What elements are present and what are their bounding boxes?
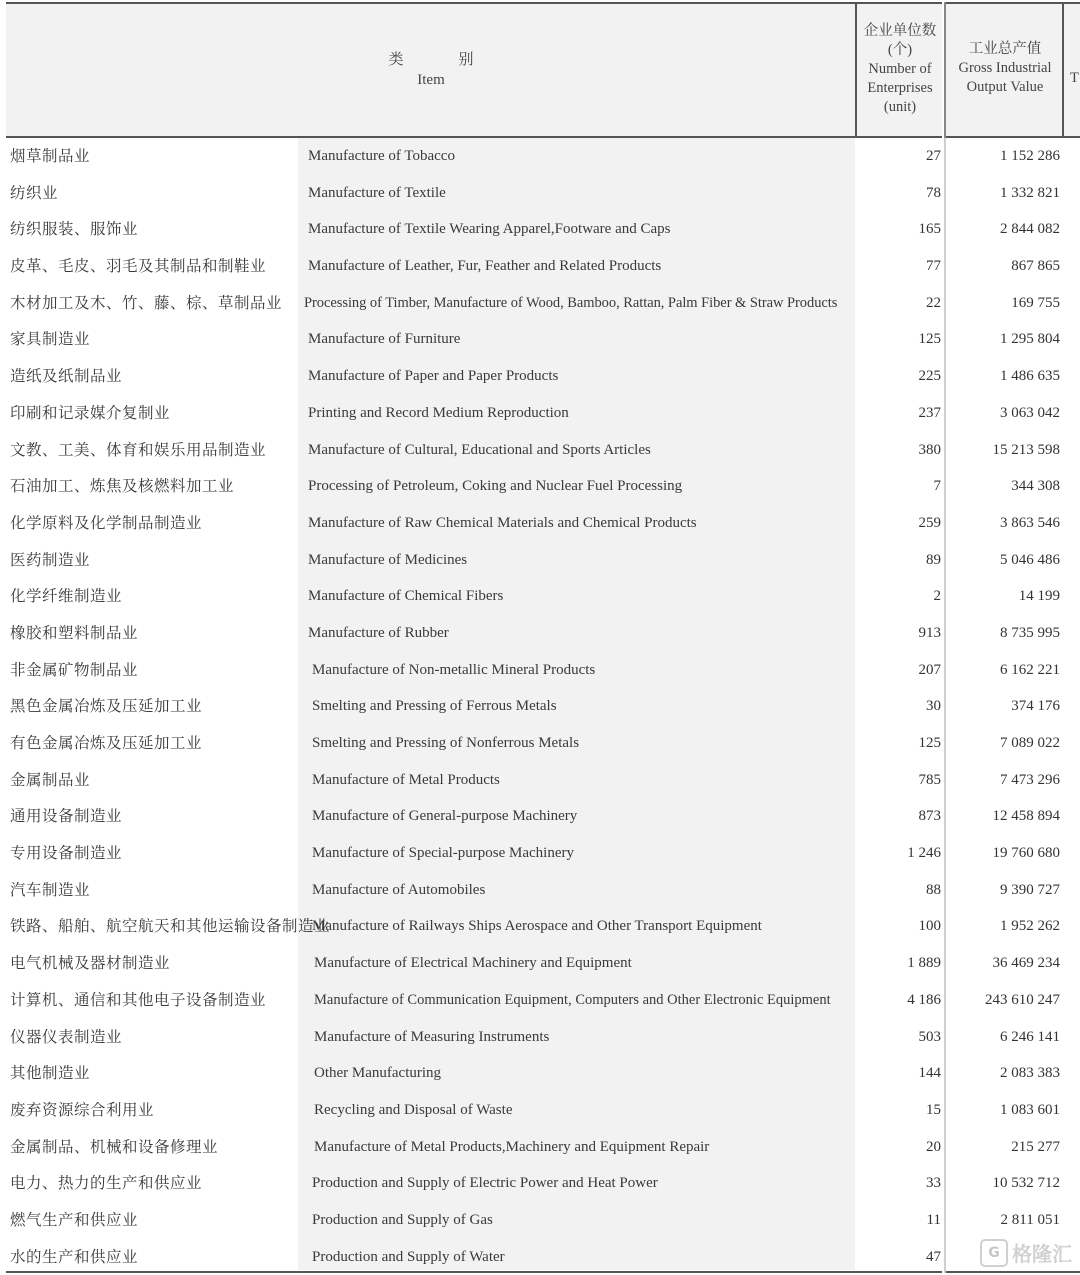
row-item-en: Manufacture of Furniture [308,331,461,348]
row-item-en: Manufacture of Measuring Instruments [314,1028,550,1045]
row-enterprises: 237 [918,404,941,421]
row-enterprises: 11 [926,1211,941,1228]
row-output: 36 469 234 [992,955,1060,972]
row-output: 3 063 042 [1000,404,1060,421]
row-enterprises: 77 [926,258,941,275]
table-row [0,1239,1080,1275]
table-row [0,358,1080,395]
table-row [0,248,1080,285]
row-item-en: Manufacture of Medicines [308,551,468,568]
row-item-zh: 印刷和记录媒介复制业 [10,403,171,422]
enterprises-header-en-1: Number of [868,61,932,77]
row-enterprises: 503 [918,1028,941,1045]
row-item-zh: 黑色金属冶炼及压延加工业 [10,697,203,716]
row-output: 5 046 486 [1000,551,1060,568]
row-output: 12 458 894 [992,808,1060,825]
output-header-zh: 工业总产值 [968,41,1042,57]
row-item-zh: 电气机械及器材制造业 [10,954,171,973]
row-enterprises: 27 [926,148,941,164]
row-item-zh: 纺织业 [10,183,59,202]
row-item-zh: 造纸及纸制品业 [10,367,123,386]
row-item-en: Manufacture of Tobacco [308,148,455,164]
table-row [0,578,1080,615]
row-output: 169 755 [1011,294,1060,311]
table-row [0,798,1080,835]
enterprises-header-en-3: (unit) [883,99,917,115]
row-item-en: Manufacture of Automobiles [312,881,486,898]
row-item-zh: 汽车制造业 [10,880,91,899]
table-row [0,542,1080,579]
table-row [0,652,1080,689]
row-enterprises: 1 246 [907,845,941,862]
row-item-en: Manufacture of Paper and Paper Products [308,368,559,385]
table-row [0,395,1080,432]
table-row [0,1129,1080,1166]
row-item-zh: 金属制品、机械和设备修理业 [10,1137,219,1156]
table-row [0,1202,1080,1239]
row-item-en: Production and Supply of Electric Power and Heat Power [312,1175,658,1192]
row-enterprises: 30 [926,698,941,715]
row-enterprises: 225 [918,368,941,385]
row-item-en: Manufacture of Railways Ships Aerospace and Other Transport Equipment [312,918,762,935]
row-enterprises: 89 [926,551,941,568]
row-item-zh: 非金属矿物制品业 [10,660,139,679]
row-item-zh: 通用设备制造业 [10,807,123,826]
row-item-en: Recycling and Disposal of Waste [314,1101,513,1118]
row-item-en: Manufacture of Electrical Machinery and Equipment [314,955,632,972]
row-enterprises: 1 889 [907,955,941,972]
row-item-zh: 电力、热力的生产和供应业 [10,1174,203,1193]
table-row [0,505,1080,542]
row-output: 15 213 598 [992,441,1060,458]
table-row [0,211,1080,248]
row-enterprises: 165 [918,221,941,238]
column-header-output [948,40,1062,97]
top-rule [6,2,942,4]
column-header-next-partial: T [1070,70,1079,86]
row-output: 10 532 712 [992,1175,1060,1192]
row-item-en: Manufacture of Communication Equipment, Computers and Other Electronic Equipment [314,991,831,1008]
header-divider-3 [1062,2,1064,138]
row-item-en: Manufacture of Textile [308,184,446,201]
enterprises-header-zh: 企业单位数 [863,23,937,39]
row-enterprises: 913 [918,624,941,641]
row-output: 19 760 680 [992,845,1060,862]
table-row [0,835,1080,872]
row-item-en: Production and Supply of Gas [312,1211,493,1228]
row-item-en: Manufacture of Non-metallic Mineral Products [312,661,596,678]
table-row [0,1055,1080,1092]
row-item-zh: 有色金属冶炼及压延加工业 [10,734,203,752]
table-row [0,138,1080,175]
row-item-en: Processing of Petroleum, Coking and Nuclear Fuel Processing [308,478,683,495]
row-item-zh: 皮革、毛皮、羽毛及其制品和制鞋业 [10,257,267,276]
table-row [0,982,1080,1019]
row-enterprises: 207 [918,661,941,678]
row-item-en: Manufacture of Cultural, Educational and Sports Articles [308,441,651,458]
table-row [0,432,1080,469]
row-item-en: Manufacture of General-purpose Machinery [312,808,578,825]
row-item-zh: 文教、工美、体育和娱乐用品制造业 [10,440,267,459]
row-enterprises: 20 [926,1138,941,1155]
row-enterprises: 7 [933,478,941,495]
row-item-zh: 计算机、通信和其他电子设备制造业 [10,990,267,1009]
row-enterprises: 380 [918,441,941,458]
row-item-en: Manufacture of Metal Products [312,771,500,788]
watermark-logo-icon: G [980,1239,1008,1267]
row-output: 1 152 286 [1000,148,1060,164]
row-enterprises: 4 186 [907,991,941,1008]
row-output: 1 295 804 [1000,331,1060,348]
row-item-en: Manufacture of Leather, Fur, Feather and Related Products [308,258,662,275]
row-item-zh: 化学纤维制造业 [10,587,123,606]
table-row [0,321,1080,358]
row-item-zh: 烟草制品业 [10,147,91,165]
row-output: 1 952 262 [1000,918,1060,935]
row-item-en: Manufacture of Metal Products,Machinery and Equipment Repair [314,1138,710,1155]
row-output: 2 083 383 [1000,1065,1060,1082]
table-row [0,1165,1080,1202]
row-item-zh: 其他制造业 [10,1064,91,1083]
table-row [0,872,1080,909]
table-row [0,285,1080,322]
row-item-zh: 医药制造业 [10,550,91,569]
row-enterprises: 88 [926,881,941,898]
table-row [0,762,1080,799]
row-item-zh: 木材加工及木、竹、藤、棕、草制品业 [10,293,283,312]
row-output: 6 246 141 [1000,1028,1060,1045]
row-output: 867 865 [1011,258,1060,275]
row-enterprises: 33 [926,1175,941,1192]
row-output: 3 863 546 [1000,514,1060,531]
row-enterprises: 15 [926,1101,941,1118]
row-enterprises: 873 [918,808,941,825]
row-item-zh: 纺织服装、服饰业 [10,220,139,239]
row-item-zh: 家具制造业 [10,330,91,349]
row-output: 7 089 022 [1000,735,1060,751]
row-output: 8 735 995 [1000,624,1060,641]
enterprises-header-unit-zh: (个) [887,42,913,58]
header-divider-2 [944,2,946,138]
row-output: 1 486 635 [1000,368,1060,385]
row-output: 1 083 601 [1000,1101,1060,1118]
top-rule-right [946,2,1080,4]
row-item-en: Other Manufacturing [314,1065,442,1082]
column-header-enterprises [858,22,942,117]
table-row [0,688,1080,725]
row-output: 6 162 221 [1000,661,1060,678]
table-row [0,908,1080,945]
row-enterprises: 144 [918,1065,941,1082]
table-row [0,468,1080,505]
row-enterprises: 47 [926,1248,941,1265]
item-header-en: Item [417,72,445,88]
watermark [980,1238,1072,1267]
row-output: 2 844 082 [1000,221,1060,238]
output-header-en-2: Output Value [966,79,1044,95]
row-enterprises: 259 [918,514,941,531]
row-item-zh: 橡胶和塑料制品业 [10,623,139,642]
row-item-en: Smelting and Pressing of Nonferrous Metals [312,735,580,751]
row-item-en: Manufacture of Textile Wearing Apparel,Footware and Caps [308,221,671,238]
output-header-en-1: Gross Industrial [958,60,1052,76]
row-item-en: Printing and Record Medium Reproduction [308,404,569,421]
row-item-zh: 水的生产和供应业 [10,1247,139,1266]
column-header-item [8,50,854,90]
row-output: 2 811 051 [1000,1211,1060,1228]
row-item-zh: 铁路、船舶、航空航天和其他运输设备制造业 [10,917,331,936]
row-enterprises: 2 [933,588,941,605]
table-row [0,615,1080,652]
row-output: 243 610 247 [985,991,1060,1008]
row-item-zh: 燃气生产和供应业 [10,1210,139,1229]
row-item-zh: 金属制品业 [10,770,91,789]
row-item-en: Manufacture of Rubber [308,624,449,641]
enterprises-header-en-2: Enterprises [867,80,933,96]
row-item-zh: 废弃资源综合利用业 [10,1100,155,1119]
row-enterprises: 785 [918,771,941,788]
row-output: 9 390 727 [1000,881,1060,898]
row-item-zh: 仪器仪表制造业 [10,1027,123,1046]
row-item-zh: 石油加工、炼焦及核燃料加工业 [10,477,235,496]
row-item-en: Manufacture of Raw Chemical Materials and Chemical Products [308,514,697,531]
row-output: 374 176 [1011,698,1060,715]
table-body [0,138,1080,1275]
row-item-zh: 专用设备制造业 [10,844,123,863]
row-item-en: Manufacture of Special-purpose Machinery [312,845,574,862]
header-divider-1 [855,2,857,138]
table-row [0,725,1080,762]
row-enterprises: 22 [926,294,941,311]
row-item-en: Processing of Timber, Manufacture of Wood, Bamboo, Rattan, Palm Fiber & Straw Products [304,294,838,311]
row-item-en: Production and Supply of Water [312,1248,505,1265]
row-output: 215 277 [1011,1138,1060,1155]
row-output: 7 473 296 [1000,771,1060,788]
row-output: 1 332 821 [1000,184,1060,201]
row-output: 14 199 [1018,588,1060,605]
table-row [0,1019,1080,1056]
table-row [0,945,1080,982]
watermark-text: 格隆汇 [1012,1242,1072,1266]
item-header-zh-1: 类 [388,52,404,68]
row-item-zh: 化学原料及化学制品制造业 [10,513,203,532]
row-enterprises: 125 [918,331,941,348]
item-header-zh-2: 别 [458,52,474,68]
row-enterprises: 125 [918,735,941,751]
table-row [0,175,1080,212]
row-output: 344 308 [1011,478,1060,495]
table-row [0,1092,1080,1129]
row-item-en: Manufacture of Chemical Fibers [308,588,504,605]
row-enterprises: 100 [918,918,941,935]
row-item-en: Smelting and Pressing of Ferrous Metals [312,698,557,715]
row-enterprises: 78 [926,184,941,201]
